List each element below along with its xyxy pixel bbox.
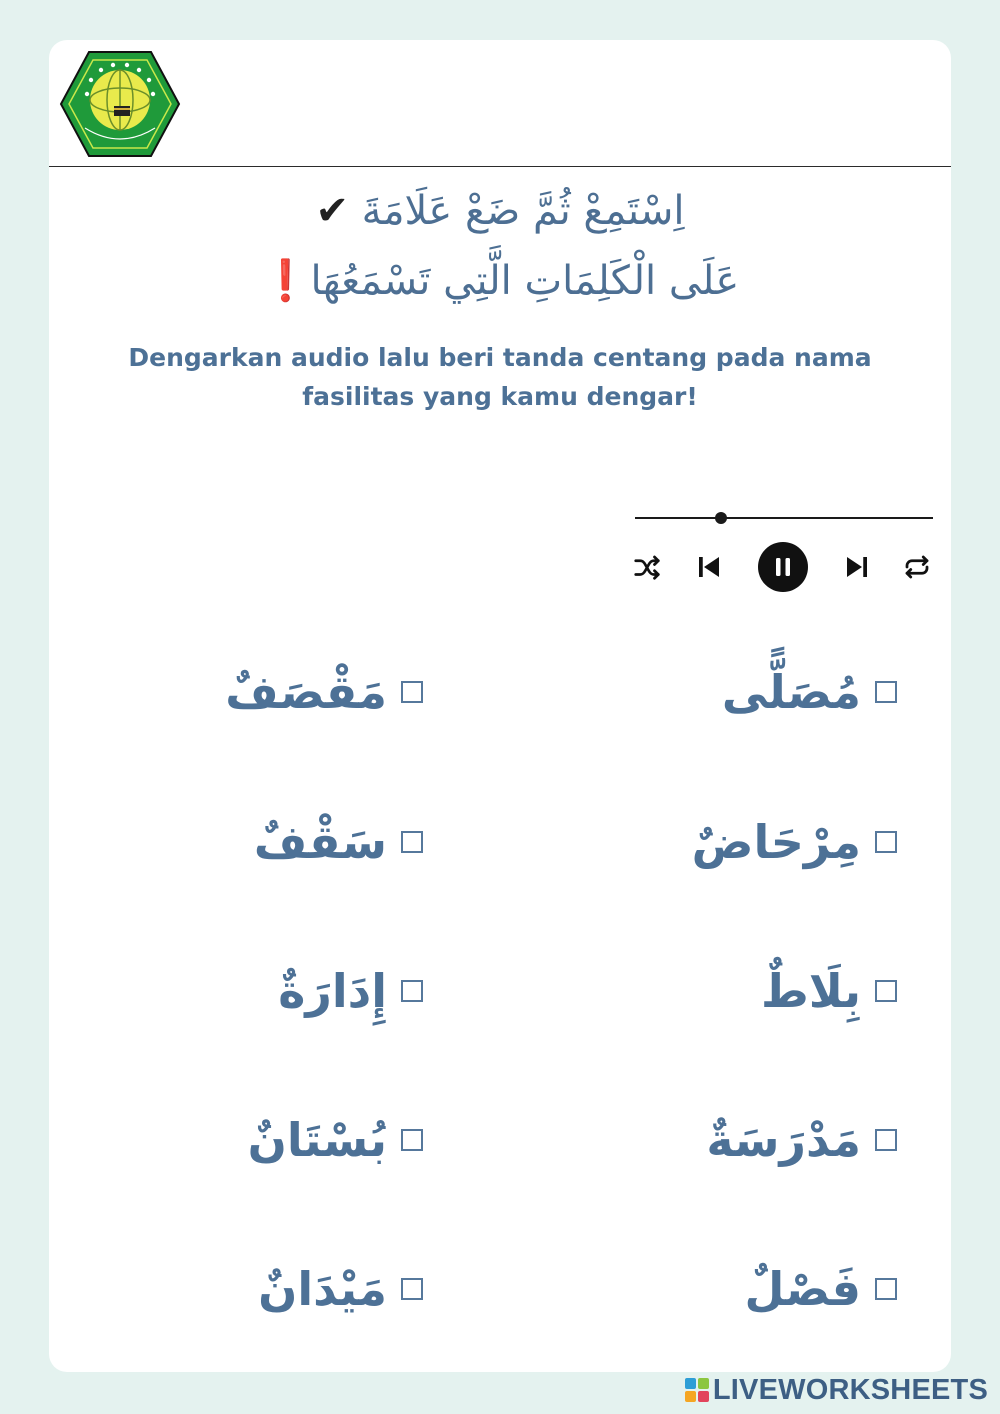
skip-next-icon	[842, 552, 872, 582]
liveworksheets-logo-icon	[685, 1378, 709, 1402]
repeat-icon	[902, 552, 932, 582]
next-button[interactable]	[842, 552, 872, 582]
option-word: إِدَارَةٌ	[278, 964, 387, 1018]
worksheet-card	[49, 40, 951, 1372]
option-right-3[interactable]	[761, 951, 897, 1031]
option-left-1[interactable]	[225, 652, 423, 732]
skip-previous-icon	[694, 552, 724, 582]
checkbox[interactable]	[401, 681, 423, 703]
checkbox[interactable]	[875, 1278, 897, 1300]
instruction-arabic-line2: عَلَى الْكَلِمَاتِ الَّتِي تَسْمَعُهَا❗	[260, 258, 740, 304]
shuffle-icon	[632, 552, 662, 582]
instruction-arabic-line1	[49, 182, 951, 240]
shuffle-button[interactable]	[632, 552, 662, 582]
checkbox[interactable]	[401, 1278, 423, 1300]
checkbox[interactable]	[401, 980, 423, 1002]
brand-text: LIVEWORKSHEETS	[712, 1373, 988, 1406]
school-emblem-icon	[59, 50, 181, 158]
previous-button[interactable]	[694, 552, 724, 582]
checkbox[interactable]	[875, 831, 897, 853]
option-left-4[interactable]	[248, 1100, 423, 1180]
repeat-button[interactable]	[902, 552, 932, 582]
option-left-2[interactable]	[254, 802, 423, 882]
option-word: مُصَلًّى	[721, 665, 861, 719]
pause-button[interactable]	[758, 542, 808, 592]
liveworksheets-brand	[685, 1372, 988, 1408]
option-left-5[interactable]	[258, 1249, 423, 1329]
option-word: مَدْرَسَةٌ	[706, 1113, 861, 1167]
audio-progress-track[interactable]	[635, 517, 933, 519]
instruction-arabic-text1: اِسْتَمِعْ ثُمَّ ضَعْ عَلَامَةَ	[361, 188, 685, 234]
checkbox[interactable]	[875, 681, 897, 703]
option-word: فَصْلٌ	[744, 1262, 861, 1316]
header-divider	[49, 166, 951, 167]
option-left-3[interactable]	[278, 951, 423, 1031]
option-word: بِلَاطٌ	[761, 964, 861, 1018]
pause-icon	[758, 542, 808, 592]
option-right-2[interactable]	[692, 802, 897, 882]
checkbox[interactable]	[401, 831, 423, 853]
audio-progress-handle[interactable]	[715, 512, 727, 524]
checkbox[interactable]	[875, 1129, 897, 1151]
option-word: مَقْصَفٌ	[225, 665, 387, 719]
option-word: سَقْفٌ	[253, 815, 387, 869]
option-right-4[interactable]	[706, 1100, 897, 1180]
option-word: مَيْدَانٌ	[258, 1262, 387, 1316]
instruction-indonesian: Dengarkan audio lalu beri tanda centang pada nama fasilitas yang kamu dengar!	[128, 343, 872, 411]
checkmark-icon: ✔	[315, 188, 349, 234]
option-right-1[interactable]	[722, 652, 897, 732]
audio-player	[632, 502, 937, 602]
option-word: مِرْحَاضٌ	[691, 815, 861, 869]
checkbox[interactable]	[401, 1129, 423, 1151]
checkbox[interactable]	[875, 980, 897, 1002]
option-word: بُسْتَانٌ	[247, 1113, 387, 1167]
option-right-5[interactable]	[744, 1249, 897, 1329]
